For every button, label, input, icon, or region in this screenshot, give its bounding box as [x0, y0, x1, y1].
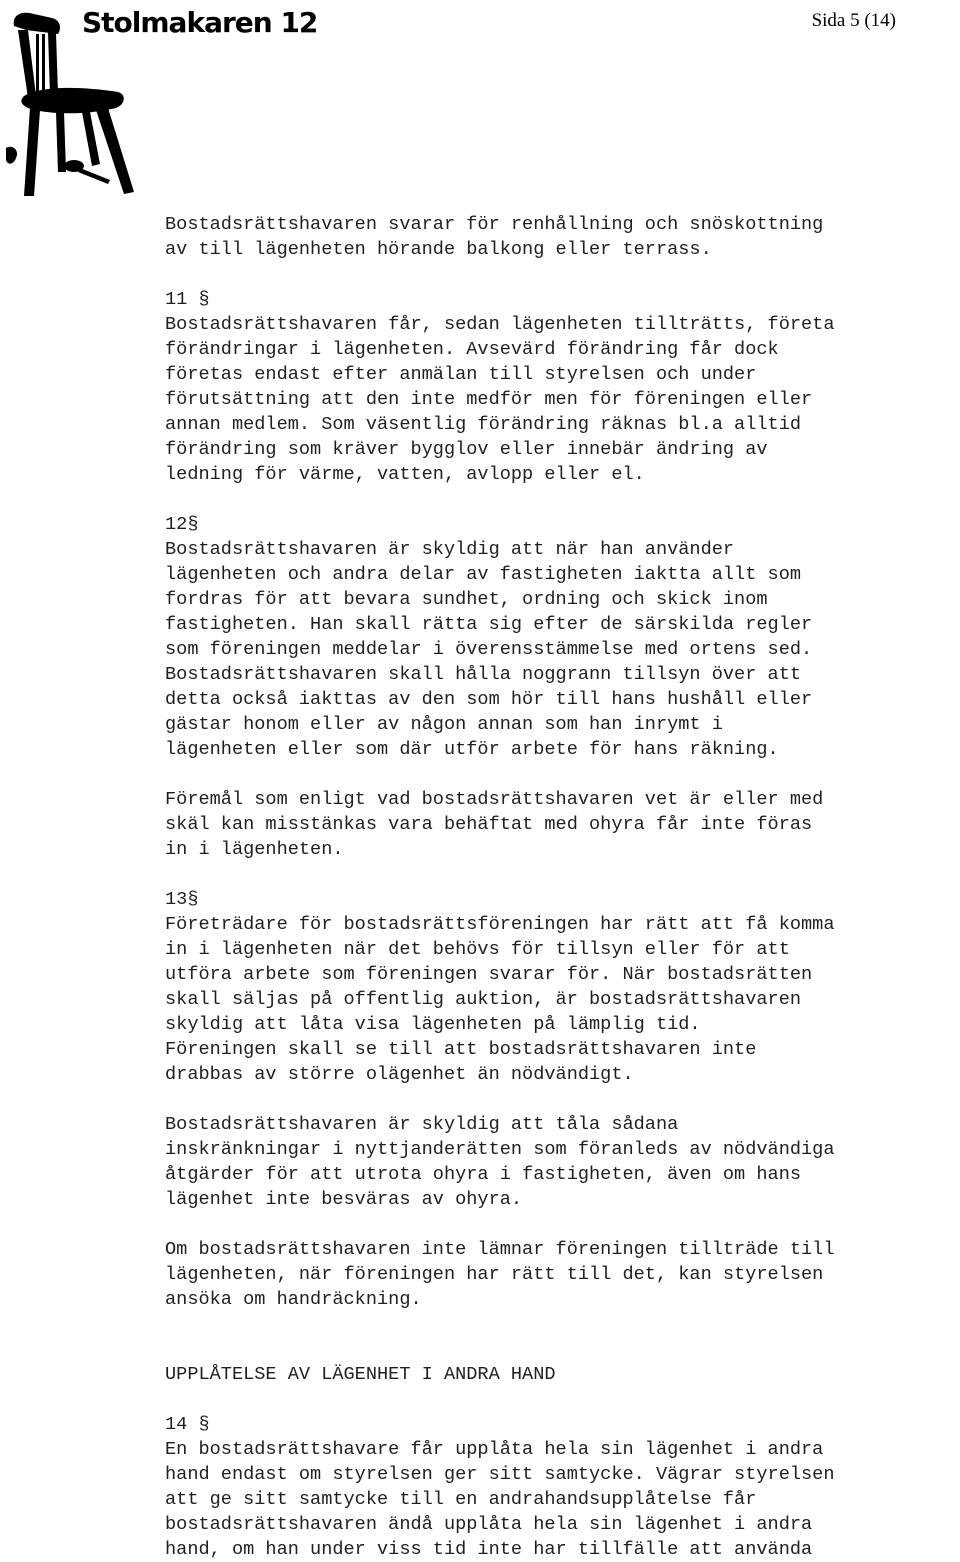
header-logo [0, 0, 318, 210]
text-line: in i lägenheten. [165, 839, 344, 860]
section-heading: 11 § [165, 289, 210, 310]
text-line: fordras för att bevara sundhet, ordning och skick inom [165, 589, 768, 610]
text-line: Bostadsrättshavaren är skyldig att tåla sådana [165, 1114, 679, 1135]
text-line: lägenheten och andra delar av fastigheten iaktta allt som [165, 564, 802, 585]
text-line: Företrädare för bostadsrättsföreningen har rätt att få komma [165, 914, 835, 935]
text-line: åtgärder för att utrota ohyra i fastigheten, även om hans [165, 1164, 802, 1185]
document-body [165, 212, 960, 1562]
text-line: Bostadsrättshavaren får, sedan lägenheten tillträtts, företa [165, 314, 835, 335]
section-11 [165, 287, 960, 487]
text-line: Föremål som enligt vad bostadsrättshavaren vet är eller med [165, 789, 824, 810]
text-line: att ge sitt samtycke till en andrahandsupplåtelse får [165, 1489, 757, 1510]
text-line: detta också iakttas av den som hör till hans hushåll eller [165, 689, 813, 710]
text-line: förändring som kräver bygglov eller innebär ändring av [165, 439, 768, 460]
paragraph-ohyra [165, 1112, 960, 1212]
text-line: gästar honom eller av någon annan som han inrymt i [165, 714, 723, 735]
text-line: utföra arbete som föreningen svarar för. När bostadsrätten [165, 964, 813, 985]
text-line: lägenheten eller som där utför arbete för hans räkning. [165, 739, 779, 760]
logo-text: Stolmakaren 12 [82, 6, 318, 39]
paragraph-foremal [165, 787, 960, 862]
text-line: förutsättning att den inte medför men för föreningen eller [165, 389, 813, 410]
text-line: förändringar i lägenheten. Avsevärd förändring får dock [165, 339, 779, 360]
text-line: fastigheten. Han skall rätta sig efter de särskilda regler [165, 614, 813, 635]
text-line: ansöka om handräckning. [165, 1289, 422, 1310]
section-heading: 13§ [165, 889, 199, 910]
text-line: bostadsrättshavaren ändå upplåta hela sin lägenhet i andra [165, 1514, 813, 1535]
text-line: annan medlem. Som väsentlig förändring räknas bl.a alltid [165, 414, 802, 435]
text-line: Bostadsrättshavaren är skyldig att när han använder [165, 539, 735, 560]
text-line: inskränkningar i nyttjanderätten som föranleds av nödvändiga [165, 1139, 835, 1160]
text-line: som föreningen meddelar i överensstämmelse med ortens sed. [165, 639, 813, 660]
text-line: skyldig att låta visa lägenheten på lämplig tid. [165, 1014, 701, 1035]
paragraph-handrackning [165, 1237, 960, 1312]
text-line: in i lägenheten när det behövs för tillsyn eller för att [165, 939, 790, 960]
text-line: Bostadsrättshavaren skall hålla noggrann tillsyn över att [165, 664, 802, 685]
text-line: lägenheten, när föreningen har rätt till det, kan styrelsen [165, 1264, 824, 1285]
text-line: Om bostadsrättshavaren inte lämnar föreningen tillträde till [165, 1239, 835, 1260]
section-heading: 14 § [165, 1414, 210, 1435]
text-line: Bostadsrättshavaren svarar för renhållning och snöskottning [165, 214, 824, 235]
text-line: hand, om han under viss tid inte har tillfälle att använda [165, 1539, 813, 1560]
text-line: Föreningen skall se till att bostadsrättshavaren inte [165, 1039, 757, 1060]
text-line: En bostadsrättshavare får upplåta hela sin lägenhet i andra [165, 1439, 824, 1460]
text-line: lägenhet inte besväras av ohyra. [165, 1189, 523, 1210]
page-number: Sida 5 (14) [811, 10, 896, 31]
chapter-title: UPPLÅTELSE AV LÄGENHET I ANDRA HAND [165, 1364, 556, 1385]
paragraph-renhallning [165, 212, 960, 262]
section-14 [165, 1412, 960, 1562]
text-line: skäl kan misstänkas vara behäftat med ohyra får inte föras [165, 814, 813, 835]
section-12 [165, 512, 960, 762]
text-line: hand endast om styrelsen ger sitt samtycke. Vägrar styrelsen [165, 1464, 835, 1485]
text-line: drabbas av större olägenhet än nödvändigt. [165, 1064, 634, 1085]
text-line: av till lägenheten hörande balkong eller terrass. [165, 239, 712, 260]
text-line: företas endast efter anmälan till styrelsen och under [165, 364, 757, 385]
section-13 [165, 887, 960, 1087]
section-heading: 12§ [165, 514, 199, 535]
text-line: ledning för värme, vatten, avlopp eller el. [165, 464, 645, 485]
text-line: skall säljas på offentlig auktion, är bostadsrättshavaren [165, 989, 802, 1010]
